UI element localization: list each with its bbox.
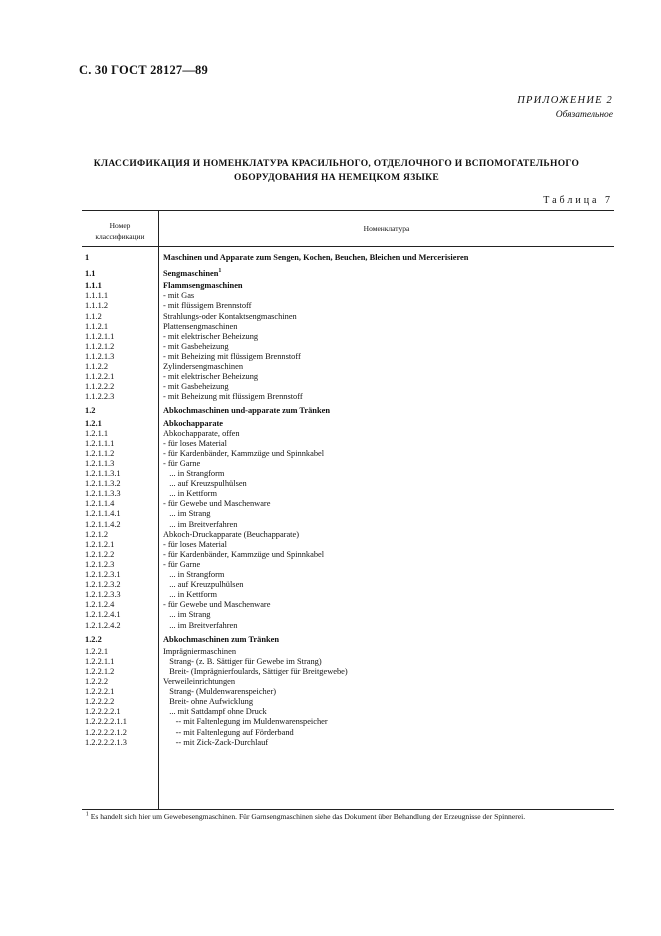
nomenclature-text	[163, 489, 217, 499]
classification-number: 1.2.1.1.3.3	[85, 489, 121, 499]
nomenclature-label: - mit Beheizung mit flüssigem Brennstoff	[163, 392, 303, 402]
classification-number: 1.1.2	[85, 311, 102, 321]
nomenclature-text	[163, 540, 227, 550]
column-header-number-line-1: Номер	[109, 221, 131, 230]
table-row	[82, 439, 614, 449]
table-row	[82, 269, 614, 279]
classification-number: 1.2.1.1	[85, 428, 109, 438]
classification-number: 1.1.2.1.1	[85, 331, 115, 341]
classification-number: 1.2.1.2.4	[85, 600, 115, 610]
nomenclature-label: Abkochapparate, offen	[163, 428, 240, 438]
classification-number: 1.2.1	[85, 418, 102, 428]
nomenclature-text	[163, 600, 270, 610]
footnote-reference: 1	[218, 268, 222, 275]
table-row	[82, 635, 614, 645]
nomenclature-label: Plattensengmaschinen	[163, 321, 238, 331]
table-row	[82, 253, 614, 263]
table-row	[82, 520, 614, 530]
nomenclature-label: - für Gewebe und Maschenware	[163, 600, 271, 610]
classification-number: 1.1	[85, 269, 96, 279]
table-row	[82, 667, 614, 677]
nomenclature-text	[163, 322, 237, 332]
nomenclature-label: - mit flüssigem Brennstoff	[163, 301, 252, 311]
classification-number: 1.2	[85, 406, 96, 416]
table-row	[82, 530, 614, 540]
classification-number: 1.2.1.1.3	[85, 458, 115, 468]
column-header-nomenclature: Номенклатура	[363, 224, 410, 233]
table-row	[82, 322, 614, 332]
table-row	[82, 469, 614, 479]
nomenclature-label: ... in Strangform	[163, 570, 225, 579]
classification-number: 1.2.2	[85, 634, 102, 644]
classification-number: 1.1.2.2	[85, 362, 109, 371]
footnote-text: Es handelt sich hier um Gewebesengmaschinen. Für Garnsengmaschinen siehe das Dokument über Behandlung der Erzeugnisse der Spinnerei.	[90, 812, 526, 821]
nomenclature-label: Strang- (z. B. Sättiger für Gewebe im Strang)	[163, 656, 322, 666]
column-header-number	[82, 220, 158, 242]
table-row	[82, 419, 614, 429]
classification-number: 1.1.1.1	[85, 291, 109, 301]
table-row	[82, 291, 614, 301]
appendix-title: ПРИЛОЖЕНИЕ 2	[517, 95, 613, 106]
nomenclature-text	[163, 738, 268, 748]
nomenclature-label: ... mit Sattdampf ohne Druck	[163, 707, 267, 717]
table-row	[82, 499, 614, 509]
classification-number: 1.2.1.2.3	[85, 559, 115, 569]
table-row	[82, 406, 614, 416]
nomenclature-label: Imprägniermaschinen	[163, 646, 237, 656]
table-row	[82, 657, 614, 667]
classification-number: 1.2.2.1	[85, 646, 109, 656]
nomenclature-label: ... im Strang	[163, 509, 211, 519]
table-row	[82, 717, 614, 727]
nomenclature-label: ... in Strangform	[163, 469, 225, 478]
nomenclature-text	[163, 392, 303, 402]
classification-number: 1.2.1.2.4.1	[85, 610, 121, 620]
nomenclature-label: - für Kardenbänder, Kammzüge und Spinnkabel	[163, 448, 325, 458]
nomenclature-text	[163, 667, 348, 677]
nomenclature-text	[163, 728, 294, 738]
table-row	[82, 550, 614, 560]
nomenclature-label: Verweileinrichtungen	[163, 677, 236, 686]
nomenclature-text	[163, 459, 200, 469]
nomenclature-label: - mit elektrischer Beheizung	[163, 331, 259, 341]
nomenclature-text	[163, 560, 200, 570]
nomenclature-text	[163, 352, 301, 362]
nomenclature-label: - für Garne	[163, 458, 201, 468]
classification-number: 1.1.2.2.1	[85, 372, 115, 382]
nomenclature-text	[163, 570, 224, 580]
classification-number: 1.2.1.2.1	[85, 539, 115, 549]
nomenclature-text	[163, 301, 251, 311]
classification-number: 1.2.2.2.1	[85, 687, 115, 697]
classification-number: 1.2.2.2.2	[85, 697, 115, 707]
table-row	[82, 590, 614, 600]
nomenclature-label: Abkochmaschinen und-apparate zum Tränken	[163, 406, 330, 416]
table-header-rule	[82, 246, 614, 247]
table-row	[82, 707, 614, 717]
nomenclature-text	[163, 657, 322, 667]
classification-number: 1.2.1.1.1	[85, 438, 115, 448]
nomenclature-label: Breit- ohne Aufwicklung	[163, 697, 254, 707]
nomenclature-label: - mit Gasbeheizung	[163, 382, 229, 392]
table-row	[82, 372, 614, 382]
table-row	[82, 600, 614, 610]
classification-number: 1.2.1.2.3.1	[85, 570, 121, 579]
nomenclature-text	[163, 281, 243, 291]
nomenclature-text	[163, 590, 217, 600]
table-row	[82, 489, 614, 499]
appendix-block	[517, 95, 613, 120]
table-row	[82, 479, 614, 489]
nomenclature-label: ... im Breitverfahren	[163, 620, 238, 630]
table-row	[82, 610, 614, 620]
nomenclature-text	[163, 406, 330, 416]
table-row	[82, 392, 614, 402]
classification-number: 1.2.1.2.4.2	[85, 620, 121, 630]
classification-number: 1.2.1.1.3.2	[85, 479, 121, 489]
nomenclature-label: Maschinen und Apparate zum Sengen, Kochen, Beuchen, Bleichen und Mercerisieren	[163, 253, 469, 262]
table-row	[82, 281, 614, 291]
classification-number: 1.1.2.2.2	[85, 382, 115, 392]
appendix-subtitle: Обязательное	[555, 110, 613, 120]
nomenclature-label: - mit elektrischer Beheizung	[163, 372, 259, 382]
nomenclature-label: - mit Gas	[163, 291, 195, 301]
classification-number: 1.2.1.1.3.1	[85, 469, 121, 478]
nomenclature-text	[163, 362, 243, 372]
table-row	[82, 312, 614, 322]
classification-number: 1.2.1.2	[85, 529, 109, 539]
nomenclature-text	[163, 291, 194, 301]
table-row	[82, 332, 614, 342]
nomenclature-text	[163, 253, 468, 263]
table-row	[82, 570, 614, 580]
table-row	[82, 728, 614, 738]
footnote-mark: 1	[85, 811, 89, 818]
nomenclature-text	[163, 449, 324, 459]
classification-number: 1.2.1.1.2	[85, 448, 115, 458]
classification-number: 1	[85, 253, 90, 262]
nomenclature-text	[163, 342, 229, 352]
nomenclature-label: Abkoch-Druckapparate (Beuchapparate)	[163, 529, 300, 539]
table-row	[82, 540, 614, 550]
classification-number: 1.1.1	[85, 281, 102, 291]
table-row	[82, 342, 614, 352]
table-row	[82, 621, 614, 631]
nomenclature-label: -- mit Zick-Zack-Durchlauf	[163, 737, 269, 747]
document-title	[60, 157, 613, 185]
table-row	[82, 687, 614, 697]
classification-number: 1.2.2.2	[85, 677, 109, 686]
classification-number: 1.2.2.1.2	[85, 666, 115, 676]
table-row	[82, 429, 614, 439]
column-header-number-line-2: классификации	[95, 232, 145, 241]
classification-number: 1.2.1.2.2	[85, 549, 115, 559]
table-row	[82, 677, 614, 687]
classification-number: 1.2.1.1.4.2	[85, 519, 121, 529]
nomenclature-text	[163, 520, 237, 530]
nomenclature-label: -- mit Faltenlegung im Muldenwarenspeicher	[163, 717, 328, 727]
nomenclature-text	[163, 610, 210, 620]
table-row	[82, 362, 614, 372]
nomenclature-label: ... in Kettform	[163, 489, 217, 499]
nomenclature-label: - für loses Material	[163, 539, 227, 549]
nomenclature-label: Flammsengmaschinen	[163, 281, 243, 291]
nomenclature-text	[163, 621, 237, 631]
classification-number: 1.1.2.1	[85, 321, 109, 331]
nomenclature-label: - mit Beheizing mit flüssigem Brennstoff	[163, 351, 301, 361]
nomenclature-text	[163, 429, 240, 439]
classification-number: 1.2.1.2.3.2	[85, 580, 121, 590]
nomenclature-text	[163, 635, 279, 645]
nomenclature-label: -- mit Faltenlegung auf Förderband	[163, 727, 294, 737]
nomenclature-text	[163, 312, 297, 322]
nomenclature-text	[163, 469, 224, 479]
nomenclature-label: ... im Strang	[163, 610, 211, 620]
nomenclature-text	[163, 717, 328, 727]
nomenclature-text	[163, 580, 243, 590]
nomenclature-label: Strang- (Muldenwarenspeicher)	[163, 687, 277, 697]
table-row	[82, 738, 614, 748]
document-title-line-2: ОБОРУДОВАНИЯ НА НЕМЕЦКОМ ЯЗЫКЕ	[234, 173, 439, 183]
nomenclature-label: Zylindersengmaschinen	[163, 362, 244, 371]
nomenclature-label: Breit- (Imprägnierfoulards, Sättiger für Breitgewebe)	[163, 666, 348, 676]
nomenclature-label: - mit Gasbeheizung	[163, 341, 229, 351]
nomenclature-label: ... auf Kreuzspulhülsen	[163, 479, 247, 489]
nomenclature-label: - für loses Material	[163, 438, 227, 448]
page-header: С. 30 ГОСТ 28127—89	[79, 63, 208, 77]
nomenclature-text	[163, 372, 258, 382]
nomenclature-text	[163, 269, 221, 279]
classification-number: 1.2.2.2.2.1.3	[85, 737, 127, 747]
nomenclature-label: - für Gewebe und Maschenware	[163, 499, 271, 509]
nomenclature-text	[163, 439, 227, 449]
table-row	[82, 382, 614, 392]
classification-number: 1.2.2.2.2.1.2	[85, 727, 127, 737]
nomenclature-label: Abkochmaschinen zum Tränken	[163, 634, 280, 644]
nomenclature-label: ... im Breitverfahren	[163, 519, 238, 529]
table-top-rule	[82, 210, 614, 211]
nomenclature-label: - für Kardenbänder, Kammzüge und Spinnkabel	[163, 549, 325, 559]
document-title-line-1: КЛАССИФИКАЦИЯ И НОМЕНКЛАТУРА КРАСИЛЬНОГО, ОТДЕЛОЧНОГО И ВСПОМОГАТЕЛЬНОГО	[93, 159, 580, 169]
classification-number: 1.2.1.1.4	[85, 499, 115, 509]
classification-number: 1.2.1.2.3.3	[85, 590, 121, 600]
classification-number: 1.2.2.2.2.1.1	[85, 717, 127, 727]
table-row	[82, 449, 614, 459]
nomenclature-text	[163, 677, 235, 687]
table-row	[82, 459, 614, 469]
table-row	[82, 509, 614, 519]
nomenclature-label: Sengmaschinen	[163, 269, 219, 279]
nomenclature-text	[163, 382, 229, 392]
nomenclature-text	[163, 707, 267, 717]
nomenclature-label: - für Garne	[163, 559, 201, 569]
nomenclature-text	[163, 530, 299, 540]
table-row	[82, 697, 614, 707]
table-row	[82, 352, 614, 362]
footnote	[82, 812, 612, 822]
nomenclature-text	[163, 687, 276, 697]
classification-number: 1.2.2.2.2.1	[85, 707, 121, 717]
table-row	[82, 560, 614, 570]
classification-number: 1.1.2.1.2	[85, 341, 115, 351]
nomenclature-label: ... auf Kreuzpulhülsen	[163, 580, 244, 590]
classification-number: 1.2.2.1.1	[85, 656, 115, 666]
classification-number: 1.2.1.1.4.1	[85, 509, 121, 519]
nomenclature-label: ... in Kettform	[163, 590, 217, 600]
nomenclature-text	[163, 647, 236, 657]
table-bottom-rule	[82, 809, 614, 810]
table-row	[82, 301, 614, 311]
nomenclature-label: Abkochapparate	[163, 418, 224, 428]
classification-number: 1.1.1.2	[85, 301, 109, 311]
table-row	[82, 580, 614, 590]
table-row	[82, 647, 614, 657]
nomenclature-label: Strahlungs-oder Kontaktsengmaschinen	[163, 311, 297, 321]
classification-number: 1.1.2.2.3	[85, 392, 115, 402]
nomenclature-text	[163, 550, 324, 560]
nomenclature-text	[163, 499, 270, 509]
classification-number: 1.1.2.1.3	[85, 351, 115, 361]
nomenclature-text	[163, 697, 253, 707]
nomenclature-text	[163, 509, 210, 519]
nomenclature-text	[163, 332, 258, 342]
table-caption: Таблица 7	[543, 195, 613, 206]
nomenclature-text	[163, 419, 223, 429]
nomenclature-text	[163, 479, 247, 489]
